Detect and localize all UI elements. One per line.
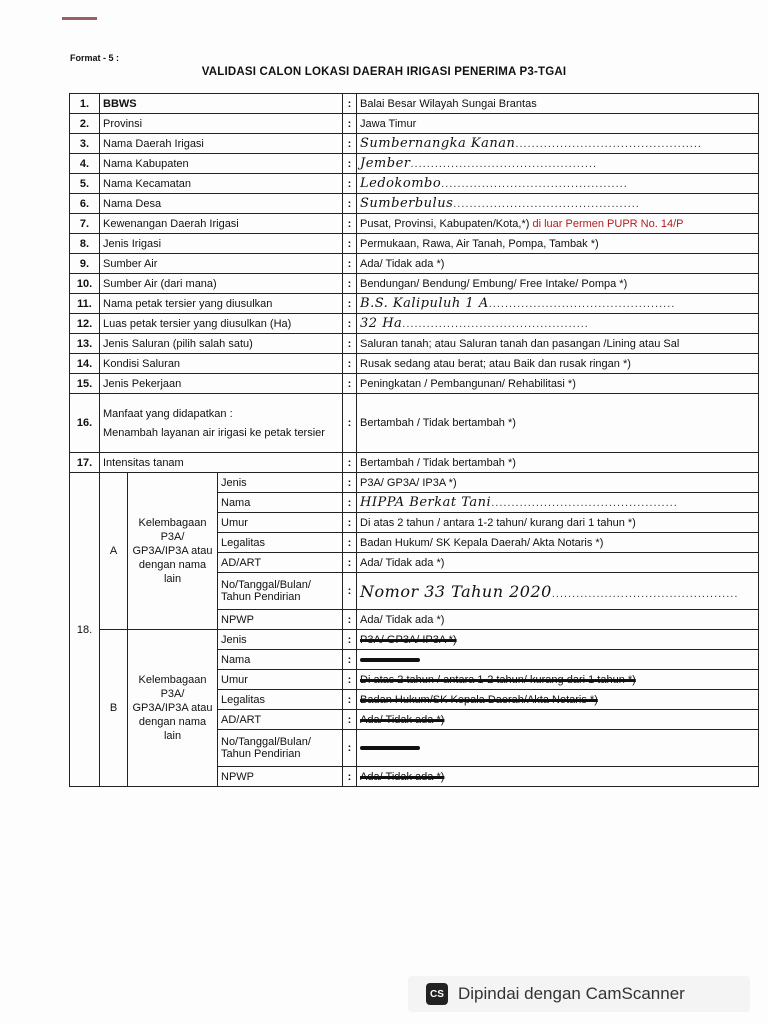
field-value [357, 650, 759, 670]
row-number: 14. [70, 354, 100, 374]
camscanner-icon: CS [426, 983, 448, 1005]
field-label: AD/ART [218, 710, 343, 730]
handwritten-value: Sumbernangka Kanan [360, 136, 516, 151]
fill-dots: .............................................. [402, 318, 589, 330]
row-number: 9. [70, 254, 100, 274]
struck-value: P3A/ GP3A/ IP3A *) [360, 633, 457, 646]
row-label: Sumber Air [100, 254, 343, 274]
field-label: Umur [218, 670, 343, 690]
group-title: Kelembagaan P3A/ GP3A/IP3A atau dengan nama lain [128, 473, 218, 630]
scribble-mark [360, 746, 420, 750]
row-number: 15. [70, 374, 100, 394]
row-value [357, 194, 759, 214]
form-row [70, 254, 759, 274]
row-value: Saluran tanah; atau Saluran tanah dan pasangan /Lining atau Sal [357, 334, 759, 354]
row-number: 11. [70, 294, 100, 314]
row-label: Provinsi [100, 114, 343, 134]
row-value: Balai Besar Wilayah Sungai Brantas [357, 94, 759, 114]
row-number: 4. [70, 154, 100, 174]
format-label: Format - 5 : [70, 53, 120, 63]
row-number: 3. [70, 134, 100, 154]
row-colon: : [343, 114, 357, 134]
row-colon: : [343, 630, 357, 650]
row-number: 5. [70, 174, 100, 194]
field-value: P3A/ GP3A/ IP3A *) [357, 473, 759, 493]
row-value [357, 134, 759, 154]
row-value: Peningkatan / Pembangunan/ Rehabilitasi *) [357, 374, 759, 394]
row-number: 13. [70, 334, 100, 354]
validation-form-table [69, 93, 759, 787]
field-label: AD/ART [218, 553, 343, 573]
watermark-text: Dipindai dengan CamScanner [458, 984, 685, 1003]
field-label: Legalitas [218, 690, 343, 710]
row-colon: : [343, 730, 357, 767]
row-colon: : [343, 573, 357, 610]
row-colon: : [343, 94, 357, 114]
form-row [70, 214, 759, 234]
group-letter: B [100, 630, 128, 787]
row-label: Jenis Pekerjaan [100, 374, 343, 394]
row-colon: : [343, 374, 357, 394]
row-value: Ada/ Tidak ada *) [357, 254, 759, 274]
document-title: VALIDASI CALON LOKASI DAERAH IRIGASI PENERIMA P3-TGAI [201, 66, 567, 78]
row-colon: : [343, 354, 357, 374]
row-number: 2. [70, 114, 100, 134]
row-colon: : [343, 553, 357, 573]
handwritten-value: 32 Ha [360, 316, 403, 331]
field-value: Ada/ Tidak ada *) [357, 610, 759, 630]
row-value [357, 214, 759, 234]
scribble-mark [360, 658, 420, 662]
row-colon: : [343, 473, 357, 493]
fill-dots: .............................................. [491, 497, 678, 509]
row-number: 17. [70, 453, 100, 473]
row-colon: : [343, 254, 357, 274]
fill-dots: .............................................. [551, 587, 739, 600]
row-label: Nama Daerah Irigasi [100, 134, 343, 154]
form-row [70, 314, 759, 334]
row-label: Kondisi Saluran [100, 354, 343, 374]
row-number: 18. [70, 473, 100, 787]
row-number: 7. [70, 214, 100, 234]
field-value [357, 630, 759, 650]
row-colon: : [343, 274, 357, 294]
row-label: Luas petak tersier yang diusulkan (Ha) [100, 314, 343, 334]
handwritten-value: Nomor 33 Tahun 2020 [360, 581, 552, 601]
row-label: Jenis Irigasi [100, 234, 343, 254]
row-value: Bendungan/ Bendung/ Embung/ Free Intake/ Pompa *) [357, 274, 759, 294]
row-label: Intensitas tanam [100, 453, 343, 473]
form-row [70, 374, 759, 394]
field-value [357, 493, 759, 513]
row-value: Jawa Timur [357, 114, 759, 134]
handwritten-value: B.S. Kalipuluh 1 A [360, 296, 489, 311]
row-colon: : [343, 234, 357, 254]
row-number: 10. [70, 274, 100, 294]
field-label: Legalitas [218, 533, 343, 553]
row-number: 1. [70, 94, 100, 114]
row-label: BBWS [100, 94, 343, 114]
form-row [70, 354, 759, 374]
row-value [357, 294, 759, 314]
row-value: Bertambah / Tidak bertambah *) [357, 453, 759, 473]
field-value: Badan Hukum/ SK Kepala Daerah/ Akta Notaris *) [357, 533, 759, 553]
field-label: No/Tanggal/Bulan/ Tahun Pendirian [218, 730, 343, 767]
form-row [70, 453, 759, 473]
row-colon: : [343, 314, 357, 334]
row-colon: : [343, 690, 357, 710]
field-value [357, 710, 759, 730]
field-value [357, 730, 759, 767]
form-row [70, 134, 759, 154]
form-row [70, 194, 759, 214]
selected-option-text: Pusat, Provinsi, Kabupaten/Kota,*) [360, 217, 530, 230]
regulation-note: di luar Permen PUPR No. 14/P [532, 217, 684, 230]
field-value [357, 573, 759, 610]
benefit-heading: Manfaat yang didapatkan : [103, 407, 233, 420]
form-row [70, 114, 759, 134]
form-row [70, 334, 759, 354]
form-row [70, 234, 759, 254]
handwritten-value: HIPPA Berkat Tani [360, 495, 492, 510]
row-colon: : [343, 174, 357, 194]
form-row [70, 174, 759, 194]
pen-mark [62, 17, 97, 20]
struck-value: Di atas 2 tahun / antara 1-2 tahun/ kurang dari 1 tahun *) [360, 673, 636, 686]
row-value: Permukaan, Rawa, Air Tanah, Pompa, Tambak *) [357, 234, 759, 254]
institution-row [70, 630, 759, 650]
row-colon: : [343, 294, 357, 314]
row-label: Nama Desa [100, 194, 343, 214]
field-value [357, 690, 759, 710]
row-value [357, 314, 759, 334]
row-label: Sumber Air (dari mana) [100, 274, 343, 294]
row-label: Kewenangan Daerah Irigasi [100, 214, 343, 234]
row-colon: : [343, 533, 357, 553]
field-label: Jenis [218, 630, 343, 650]
field-label: No/Tanggal/Bulan/ Tahun Pendirian [218, 573, 343, 610]
row-number: 16. [70, 394, 100, 453]
field-label: Umur [218, 513, 343, 533]
struck-value: Badan Hukum/SK Kepala Daerah/Akta Notaris *) [360, 693, 598, 706]
row-colon: : [343, 767, 357, 787]
camscanner-watermark [408, 976, 750, 1012]
row-colon: : [343, 610, 357, 630]
field-label: Jenis [218, 473, 343, 493]
field-label: NPWP [218, 610, 343, 630]
row-label: Nama petak tersier yang diusulkan [100, 294, 343, 314]
row-value: Bertambah / Tidak bertambah *) [357, 394, 759, 453]
row-value [357, 154, 759, 174]
form-row [70, 94, 759, 114]
field-label: Nama [218, 493, 343, 513]
institution-row [70, 473, 759, 493]
field-value: Ada/ Tidak ada *) [357, 553, 759, 573]
handwritten-value: Jember [360, 156, 411, 171]
row-colon: : [343, 154, 357, 174]
row-colon: : [343, 194, 357, 214]
form-row [70, 154, 759, 174]
field-label: Nama [218, 650, 343, 670]
row-colon: : [343, 134, 357, 154]
row-colon: : [343, 710, 357, 730]
row-label [100, 394, 343, 453]
form-row [70, 394, 759, 453]
row-colon: : [343, 493, 357, 513]
row-value: Rusak sedang atau berat; atau Baik dan rusak ringan *) [357, 354, 759, 374]
row-number: 12. [70, 314, 100, 334]
field-value [357, 767, 759, 787]
fill-dots: .............................................. [488, 298, 676, 310]
row-colon: : [343, 453, 357, 473]
row-colon: : [343, 334, 357, 354]
row-number: 8. [70, 234, 100, 254]
row-label: Nama Kecamatan [100, 174, 343, 194]
row-colon: : [343, 513, 357, 533]
row-label: Nama Kabupaten [100, 154, 343, 174]
row-value [357, 174, 759, 194]
group-title: Kelembagaan P3A/ GP3A/IP3A atau dengan nama lain [128, 630, 218, 787]
fill-dots: .............................................. [515, 138, 702, 150]
benefit-description: Menambah layanan air irigasi ke petak tersier [103, 426, 325, 439]
row-colon: : [343, 670, 357, 690]
field-label: NPWP [218, 767, 343, 787]
field-value [357, 670, 759, 690]
struck-value: Ada/ Tidak ada *) [360, 770, 445, 783]
field-value: Di atas 2 tahun / antara 1-2 tahun/ kurang dari 1 tahun *) [357, 513, 759, 533]
form-row [70, 294, 759, 314]
form-row [70, 274, 759, 294]
row-colon: : [343, 650, 357, 670]
fill-dots: .............................................. [453, 198, 640, 210]
handwritten-value: Ledokombo [360, 176, 442, 191]
row-number: 6. [70, 194, 100, 214]
row-label: Jenis Saluran (pilih salah satu) [100, 334, 343, 354]
struck-value: Ada/ Tidak ada *) [360, 713, 445, 726]
row-colon: : [343, 214, 357, 234]
fill-dots: .............................................. [410, 158, 598, 170]
group-letter: A [100, 473, 128, 630]
row-colon: : [343, 394, 357, 453]
fill-dots: .............................................. [441, 178, 628, 190]
handwritten-value: Sumberbulus [360, 196, 454, 211]
